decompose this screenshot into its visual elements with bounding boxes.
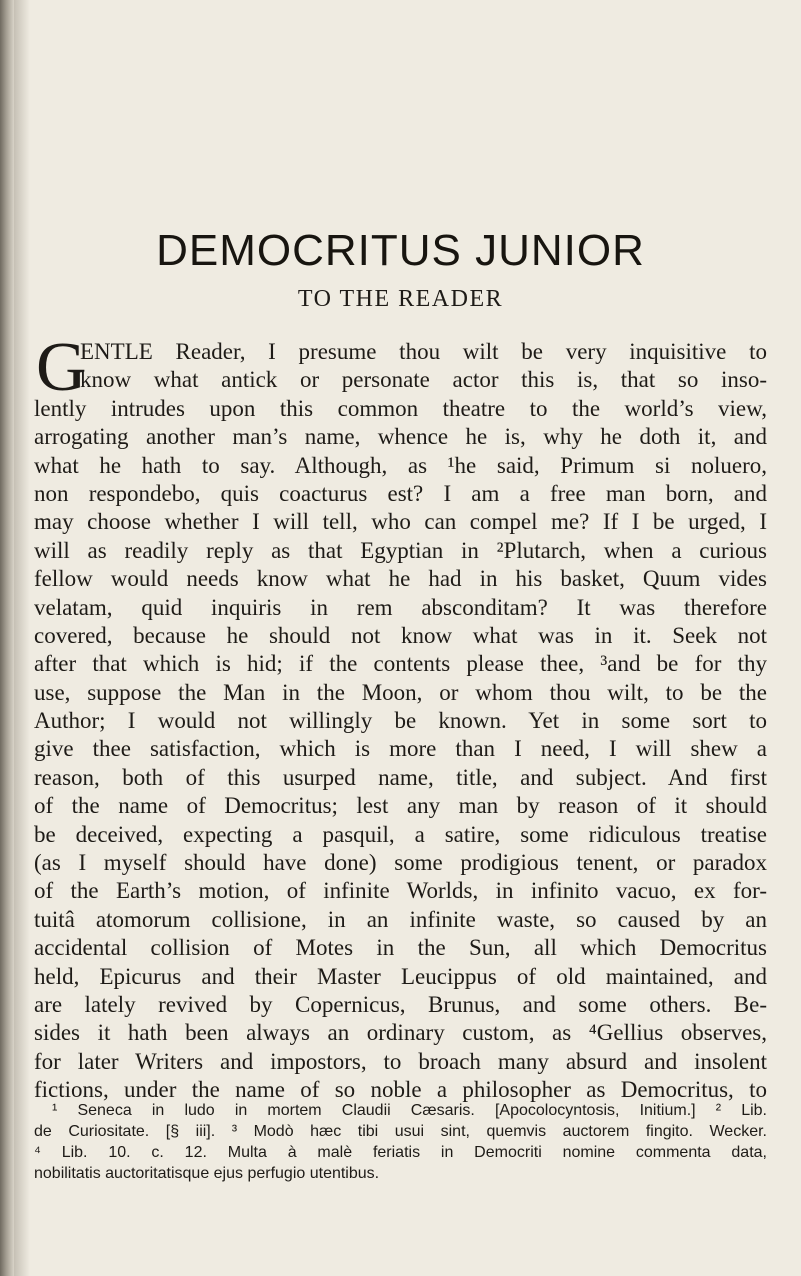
text-line: arrogating another man’s name, whence he is, why he doth it, and (34, 424, 767, 450)
text-line: of the name of Democritus; lest any man by reason of it should (34, 793, 767, 819)
footnotes (34, 1100, 767, 1184)
footnote-line: de Curiositate. [§ iii]. ³ Modò hæc tibi usui sint, quemvis auctorem fingito. Wecker. (34, 1123, 767, 1140)
text-line: of the Earth’s motion, of infinite Worlds, in infinito vacuo, ex for- (34, 878, 767, 904)
footnote-line: nobilitatis auctoritatisque ejus perfugio utentibus. (34, 1165, 380, 1182)
page-title: DEMOCRITUS JUNIOR (156, 226, 645, 275)
footnote-line: ⁴ Lib. 10. c. 12. Multa à malè feriatis in Democriti nomine commenta data, (34, 1144, 767, 1161)
text-line: are lately revived by Copernicus, Brunus, and some others. Be- (34, 991, 767, 1017)
page-subtitle: TO THE READER (297, 286, 504, 312)
text-line: be deceived, expecting a pasquil, a satire, some ridiculous treatise (34, 821, 767, 847)
text-line: non respondebo, quis coacturus est? I am a free man born, and (34, 480, 767, 506)
text-line: velatam, quid inquiris in rem absconditam? It was therefore (34, 594, 767, 620)
text-line: know what antick or personate actor this is, that so inso- (80, 367, 767, 393)
text-line: held, Epicurus and their Master Leucippus of old maintained, and (34, 963, 767, 989)
drop-cap: G (36, 340, 87, 400)
text-line: tuitâ atomorum collisione, in an infinite waste, so caused by an (34, 906, 767, 932)
text-line: lently intrudes upon this common theatre to the world’s view, (34, 395, 767, 421)
text-line: will as readily reply as that Egyptian in ²Plutarch, when a curious (34, 537, 767, 563)
footnote-line: ¹ Seneca in ludo in mortem Claudii Cæsaris. [Apocolocyntosis, Initium.] ² Lib. (52, 1102, 767, 1119)
text-line: ENTLE Reader, I presume thou wilt be very inquisitive to (80, 339, 767, 364)
text-line: use, suppose the Man in the Moon, or whom thou wilt, to be the (34, 679, 767, 705)
text-line: sides it hath been always an ordinary custom, as ⁴Gellius observes, (34, 1020, 767, 1046)
text-line: reason, both of this usurped name, title, and subject. And first (34, 764, 767, 790)
text-line: may choose whether I will tell, who can compel me? If I be urged, I (34, 509, 767, 535)
text-line: covered, because he should not know what was in it. Seek not (34, 622, 767, 648)
body-text (34, 338, 767, 1105)
text-line: give thee satisfaction, which is more than I need, I will shew a (34, 736, 767, 762)
text-line: what he hath to say. Although, as ¹he said, Primum si noluero, (34, 452, 767, 478)
text-line: after that which is hid; if the contents please thee, ³and be for thy (34, 651, 767, 677)
text-line: for later Writers and impostors, to broach many absurd and insolent (34, 1048, 767, 1074)
text-line: (as I myself should have done) some prodigious tenent, or paradox (34, 850, 767, 876)
text-line: accidental collision of Motes in the Sun, all which Democritus (34, 935, 767, 961)
text-line: Author; I would not willingly be known. Yet in some sort to (34, 708, 767, 734)
text-line: fellow would needs know what he had in his basket, Quum vides (34, 566, 767, 592)
text-line: fictions, under the name of so noble a philosopher as Democritus, to (34, 1077, 767, 1103)
